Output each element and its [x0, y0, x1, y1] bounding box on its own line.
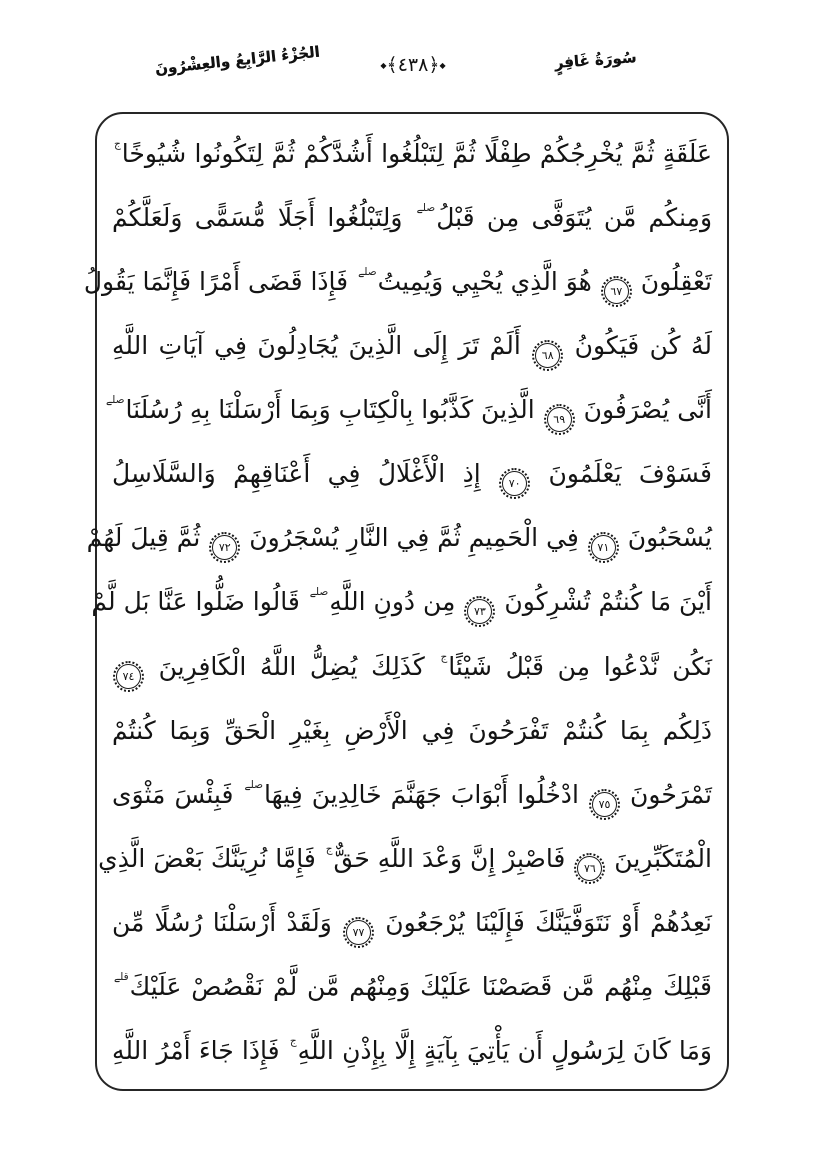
mushaf-line: [112, 699, 712, 763]
ayah-number-marker: ٦٧: [604, 279, 629, 304]
quran-text-run: مِن دُونِ اللَّهِ: [329, 587, 456, 617]
ayah-number-marker: ٧١: [591, 535, 616, 560]
page-number-value: ٤٣٨: [397, 54, 429, 76]
waqf-mark: صلے: [105, 394, 125, 407]
bracket-ornament-right: ◆: [439, 61, 446, 70]
quran-text-run: فَبِئْسَ مَثْوَى: [112, 779, 234, 809]
mushaf-line: [112, 763, 712, 827]
quran-text-run: ذَلِكُم بِمَا كُنتُمْ تَفْرَحُونَ فِي الْأَرْضِ بِغَيْرِ الْحَقِّ وَبِمَا كُنتُمْ: [112, 715, 712, 745]
quran-text-run: تَمْرَحُونَ: [630, 779, 712, 809]
ayah-number-marker: ٦٩: [547, 407, 572, 432]
quran-text-run: فَإِذَا جَاءَ أَمْرُ اللَّهِ: [112, 1035, 280, 1065]
quran-text-run: قَالُوا ضَلُّوا عَنَّا بَل لَّمْ: [91, 587, 300, 617]
quran-text-run: كَذَلِكَ يُضِلُّ اللَّهُ الْكَافِرِينَ: [158, 651, 425, 681]
quran-text-run: أَلَمْ تَرَ إِلَى الَّذِينَ يُجَادِلُونَ فِي آيَاتِ اللَّهِ: [112, 331, 521, 361]
quran-text-run: قَبْلِكَ مِنْهُم مَّن قَصَصْنَا عَلَيْكَ وَمِنْهُم مَّن لَّمْ نَقْصُصْ عَلَيْكَ: [129, 971, 712, 1001]
waqf-mark: ج: [325, 842, 333, 855]
ayah-number-marker: ٧٥: [592, 792, 617, 817]
quran-text-run: فَاصْبِرْ إِنَّ وَعْدَ اللَّهِ حَقٌّ: [333, 843, 566, 873]
ayah-number-marker: ٧٧: [346, 920, 371, 945]
waqf-mark: ج: [114, 138, 121, 150]
ayah-number-marker: ٧٦: [577, 856, 602, 881]
quran-text-run: لَهُ كُن فَيَكُونُ: [574, 331, 712, 361]
mushaf-lines: [83, 122, 713, 1083]
ornate-paren-open: ﴿: [428, 54, 440, 76]
mushaf-line: [112, 186, 712, 250]
ayah-number-marker: ٧٤: [116, 664, 141, 689]
waqf-mark: ج: [289, 1034, 297, 1047]
quran-text-run: وَلَقَدْ أَرْسَلْنَا رُسُلًا مِّن: [112, 907, 332, 937]
quran-text-run: فَإِذَا قَضَى أَمْرًا فَإِنَّمَا يَقُولُ: [83, 267, 349, 297]
ayah-number-marker: ٧٢: [212, 535, 237, 560]
page-number: [0, 54, 826, 76]
quran-text-run: فَإِمَّا نُرِيَنَّكَ بَعْضَ الَّذِي: [98, 843, 316, 873]
waqf-mark: ج: [440, 650, 448, 663]
mushaf-line: [91, 570, 712, 634]
quran-text-run: وَمِنكُم مَّن يُتَوَفَّى مِن قَبْلُ: [436, 203, 713, 233]
quran-text-run: يُسْحَبُونَ: [627, 523, 712, 553]
surah-ornament: سُورَةُ غَافِرٍ: [554, 48, 637, 72]
mushaf-line: [112, 314, 712, 378]
mushaf-line: [112, 635, 712, 699]
mushaf-line: [112, 955, 712, 1019]
mushaf-line: [112, 891, 712, 955]
ayah-number-marker: ٧٣: [467, 599, 492, 624]
quran-text-run: وَمَا كَانَ لِرَسُولٍ أَن يَأْتِيَ بِآيَةٍ إِلَّا بِإِذْنِ اللَّهِ: [297, 1035, 713, 1065]
quran-text-run: إِذِ الْأَغْلَالُ فِي أَعْنَاقِهِمْ وَالسَّلَاسِلُ: [112, 459, 481, 489]
quran-text-run: الْمُتَكَبِّرِينَ: [614, 843, 712, 873]
juz-ornament: الجُزْءُ الرَّابِعُ والعِشْرُونَ: [154, 42, 321, 78]
quran-text-run: تَعْقِلُونَ: [640, 267, 712, 297]
quran-text-run: فِي الْحَمِيمِ ثُمَّ فِي النَّارِ يُسْجَرُونَ: [249, 523, 579, 553]
mushaf-line: [98, 827, 712, 891]
ayah-number-marker: ٧٠: [502, 471, 527, 496]
text-border-frame: [83, 112, 729, 1091]
waqf-mark: قلے: [114, 970, 129, 983]
ayah-number-marker: ٦٨: [535, 343, 560, 368]
waqf-mark: صلے: [416, 202, 436, 215]
quran-text-run: الَّذِينَ كَذَّبُوا بِالْكِتَابِ وَبِمَا أَرْسَلْنَا بِهِ رُسُلَنَا: [125, 395, 535, 425]
quran-text-run: نَعِدُهُمْ أَوْ نَتَوَفَّيَنَّكَ فَإِلَيْنَا يُرْجَعُونَ: [385, 907, 712, 937]
waqf-mark: صلے: [244, 778, 264, 791]
quran-text-run: هُوَ الَّذِي يُحْيِي وَيُمِيتُ: [377, 267, 592, 297]
waqf-mark: صلے: [309, 586, 329, 599]
quran-text-run: أَيْنَ مَا كُنتُمْ تُشْرِكُونَ: [504, 587, 712, 617]
bracket-ornament-left: ◆: [380, 61, 387, 70]
waqf-mark: صلے: [358, 266, 377, 279]
mushaf-line: [112, 1019, 712, 1083]
quran-text-run: أَنَّى يُصْرَفُونَ: [583, 395, 712, 425]
quran-text-run: ادْخُلُوا أَبْوَابَ جَهَنَّمَ خَالِدِينَ فِيهَا: [264, 779, 579, 809]
quran-text-run: ثُمَّ قِيلَ لَهُمْ: [86, 523, 201, 553]
quran-text-run: وَلِتَبْلُغُوا أَجَلًا مُّسَمًّى وَلَعَلَّكُمْ: [112, 203, 403, 233]
ornate-paren-close: ﴾: [386, 54, 398, 76]
mushaf-line: [86, 506, 712, 570]
mushaf-line: [83, 250, 712, 314]
mushaf-line: [112, 442, 712, 506]
quran-text-run: عَلَقَةٍ ثُمَّ يُخْرِجُكُمْ طِفْلًا ثُمَّ لِتَبْلُغُوا أَشُدَّكُمْ ثُمَّ لِتَكُونُوا شُيُوخًا: [121, 139, 712, 168]
mushaf-line: [105, 378, 712, 442]
quran-text-run: نَكُن نَّدْعُوا مِن قَبْلُ شَيْئًا: [448, 651, 713, 681]
mushaf-line: [112, 122, 712, 186]
quran-text-run: فَسَوْفَ يَعْلَمُونَ: [548, 459, 713, 489]
